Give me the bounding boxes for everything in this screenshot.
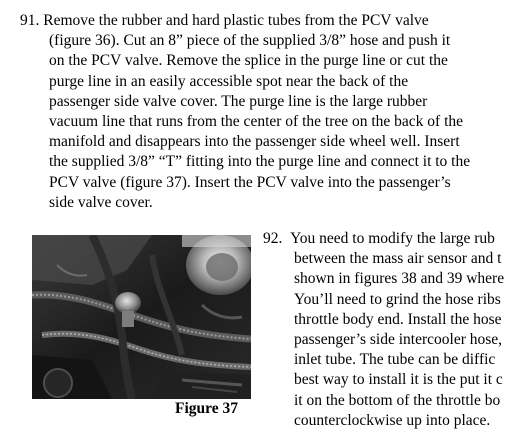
step-92-line: it on the bottom of the throttle bo: [294, 391, 501, 409]
step-91-line: 91. Remove the rubber and hard plastic tubes from the PCV valve: [20, 12, 429, 29]
step-92-line: best way to install it is the put it c: [294, 371, 503, 389]
step-92-line: 92. You need to modify the large rub: [263, 230, 495, 247]
step-91: [20, 11, 470, 213]
step-92-line: You’ll need to grind the hose ribs: [294, 290, 501, 308]
step-91-line: on the PCV valve. Remove the splice in the purge line or cut the: [49, 52, 448, 70]
step-91-line: the supplied 3/8” “T” fitting into the purge line and connect it to the: [49, 153, 471, 171]
step-92-line: passenger’s side intercooler hose,: [294, 331, 503, 349]
step-92-line: inlet tube. The tube can be diffic: [294, 351, 496, 369]
figure-37-photo: [32, 235, 251, 399]
step-91-number: 91.: [20, 12, 40, 29]
step-92: [263, 229, 504, 431]
step-91-line: vacuum line that runs from the center of the tree on the back of the: [49, 113, 464, 131]
step-91-line: side valve cover.: [49, 193, 153, 211]
step-91-line: (figure 36). Cut an 8” piece of the supplied 3/8” hose and push it: [49, 32, 451, 50]
engine-bay-image: [32, 235, 251, 399]
step-91-line: PCV valve (figure 37). Insert the PCV valve into the passenger’s: [49, 173, 451, 191]
step-92-line: throttle body end. Install the hose: [294, 310, 502, 328]
figure-caption: Figure 37: [175, 400, 238, 417]
step-92-line: shown in figures 38 and 39 where: [294, 270, 505, 288]
step-91-line: purge line in an easily accessible spot near the back of the: [49, 72, 409, 90]
step-92-line: counterclockwise up into place.: [294, 411, 491, 429]
step-92-line: between the mass air sensor and t: [294, 250, 502, 268]
step-91-line: manifold and disappears into the passenger side wheel well. Insert: [49, 133, 460, 151]
step-91-line: passenger side valve cover. The purge line is the large rubber: [49, 92, 428, 110]
step-92-number: 92.: [263, 230, 283, 247]
